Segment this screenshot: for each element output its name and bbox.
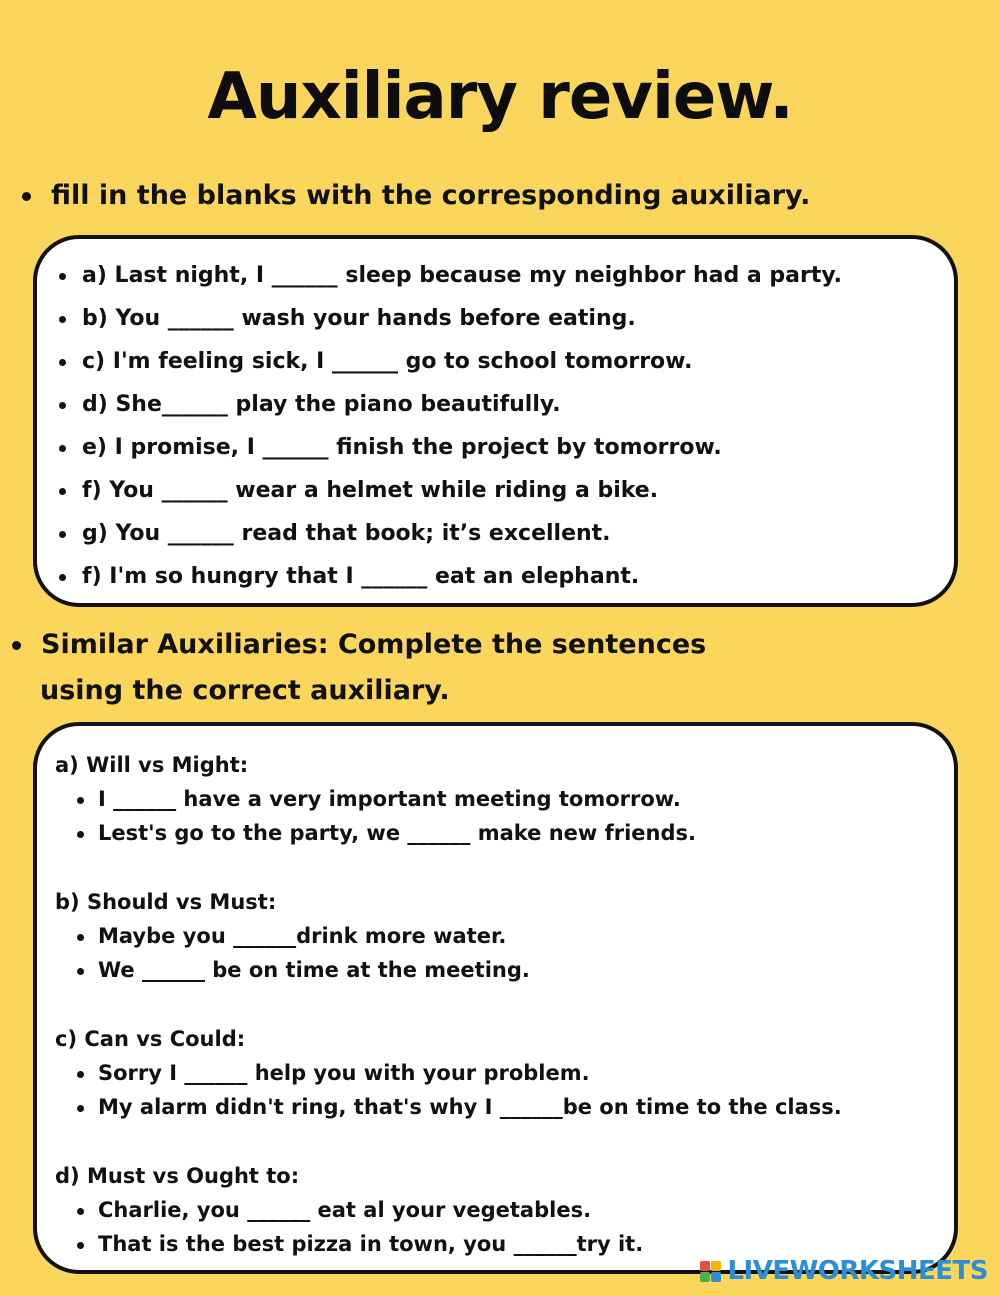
bullet-icon xyxy=(59,574,66,581)
list-item xyxy=(59,259,842,302)
section1-heading xyxy=(22,180,810,211)
bullet-icon xyxy=(77,831,84,838)
section1-box xyxy=(33,235,958,607)
item-text: c) I'm feeling sick, I ______ go to school tomorrow. xyxy=(82,349,693,374)
page-title: Auxiliary review. xyxy=(207,60,793,134)
item-text: I ______ have a very important meeting tomorrow. xyxy=(98,787,681,811)
list-item xyxy=(55,816,842,850)
bullet-icon xyxy=(59,359,66,366)
item-text: e) I promise, I ______ finish the project by tomorrow. xyxy=(82,435,722,460)
section1-heading-text: fill in the blanks with the corresponding auxiliary. xyxy=(51,180,811,211)
list-item xyxy=(55,919,842,953)
item-text: My alarm didn't ring, that's why I ______be on time to the class. xyxy=(98,1095,842,1119)
bullet-icon xyxy=(59,488,66,495)
item-text: f) I'm so hungry that I ______ eat an elephant. xyxy=(82,564,640,589)
item-text: Lest's go to the party, we ______ make new friends. xyxy=(98,821,697,845)
group-must-vs-ought-to xyxy=(55,1159,842,1261)
logo-square-yellow xyxy=(711,1261,721,1271)
bullet-icon xyxy=(77,1071,84,1078)
list-item xyxy=(55,1056,842,1090)
item-text: Maybe you ______drink more water. xyxy=(98,924,507,948)
list-item xyxy=(55,953,842,987)
bullet-icon xyxy=(12,641,21,650)
logo-square-blue xyxy=(711,1272,721,1282)
logo-square-green xyxy=(700,1272,710,1282)
section2-heading-line2: using the correct auxiliary. xyxy=(40,675,450,706)
list-item xyxy=(59,560,842,603)
item-text: f) You ______ wear a helmet while riding a bike. xyxy=(82,478,659,503)
group-title: d) Must vs Ought to: xyxy=(55,1164,300,1188)
list-item xyxy=(59,388,842,431)
item-text: g) You ______ read that book; it’s excellent. xyxy=(82,521,611,546)
bullet-icon xyxy=(77,968,84,975)
bullet-icon xyxy=(77,1208,84,1215)
group-title: c) Can vs Could: xyxy=(55,1027,246,1051)
item-text: That is the best pizza in town, you ______try it. xyxy=(98,1232,644,1256)
group-title: a) Will vs Might: xyxy=(55,753,249,777)
bullet-icon xyxy=(77,1105,84,1112)
item-text: b) You ______ wash your hands before eating. xyxy=(82,306,636,331)
liveworksheets-watermark xyxy=(700,1256,988,1286)
group-title: b) Should vs Must: xyxy=(55,890,277,914)
watermark-text: LIVEWORKSHEETS xyxy=(727,1256,988,1286)
list-item xyxy=(55,782,842,816)
bullet-icon xyxy=(59,445,66,452)
list-item xyxy=(59,517,842,560)
bullet-icon xyxy=(59,402,66,409)
bullet-icon xyxy=(77,797,84,804)
list-item xyxy=(55,1090,842,1124)
item-text: a) Last night, I ______ sleep because my neighbor had a party. xyxy=(82,263,843,288)
list-item xyxy=(55,1193,842,1227)
group-should-vs-must xyxy=(55,885,842,987)
list-item xyxy=(59,431,842,474)
liveworksheets-logo-icon xyxy=(700,1261,721,1282)
bullet-icon xyxy=(77,934,84,941)
list-item xyxy=(59,302,842,345)
section2-heading-line1: Similar Auxiliaries: Complete the sentences xyxy=(41,629,707,660)
section2-box xyxy=(33,722,958,1274)
bullet-icon xyxy=(59,273,66,280)
group-can-vs-could xyxy=(55,1022,842,1124)
group-will-vs-might xyxy=(55,748,842,850)
item-text: Sorry I ______ help you with your problem. xyxy=(98,1061,590,1085)
item-text: d) She______ play the piano beautifully. xyxy=(82,392,561,417)
item-text: We ______ be on time at the meeting. xyxy=(98,958,530,982)
bullet-icon xyxy=(22,192,31,201)
bullet-icon xyxy=(77,1242,84,1249)
item-text: Charlie, you ______ eat al your vegetables. xyxy=(98,1198,592,1222)
logo-square-red xyxy=(700,1261,710,1271)
bullet-icon xyxy=(59,316,66,323)
bullet-icon xyxy=(59,531,66,538)
section1-list xyxy=(59,259,842,603)
list-item xyxy=(59,345,842,388)
section2-heading xyxy=(12,622,706,714)
list-item xyxy=(59,474,842,517)
